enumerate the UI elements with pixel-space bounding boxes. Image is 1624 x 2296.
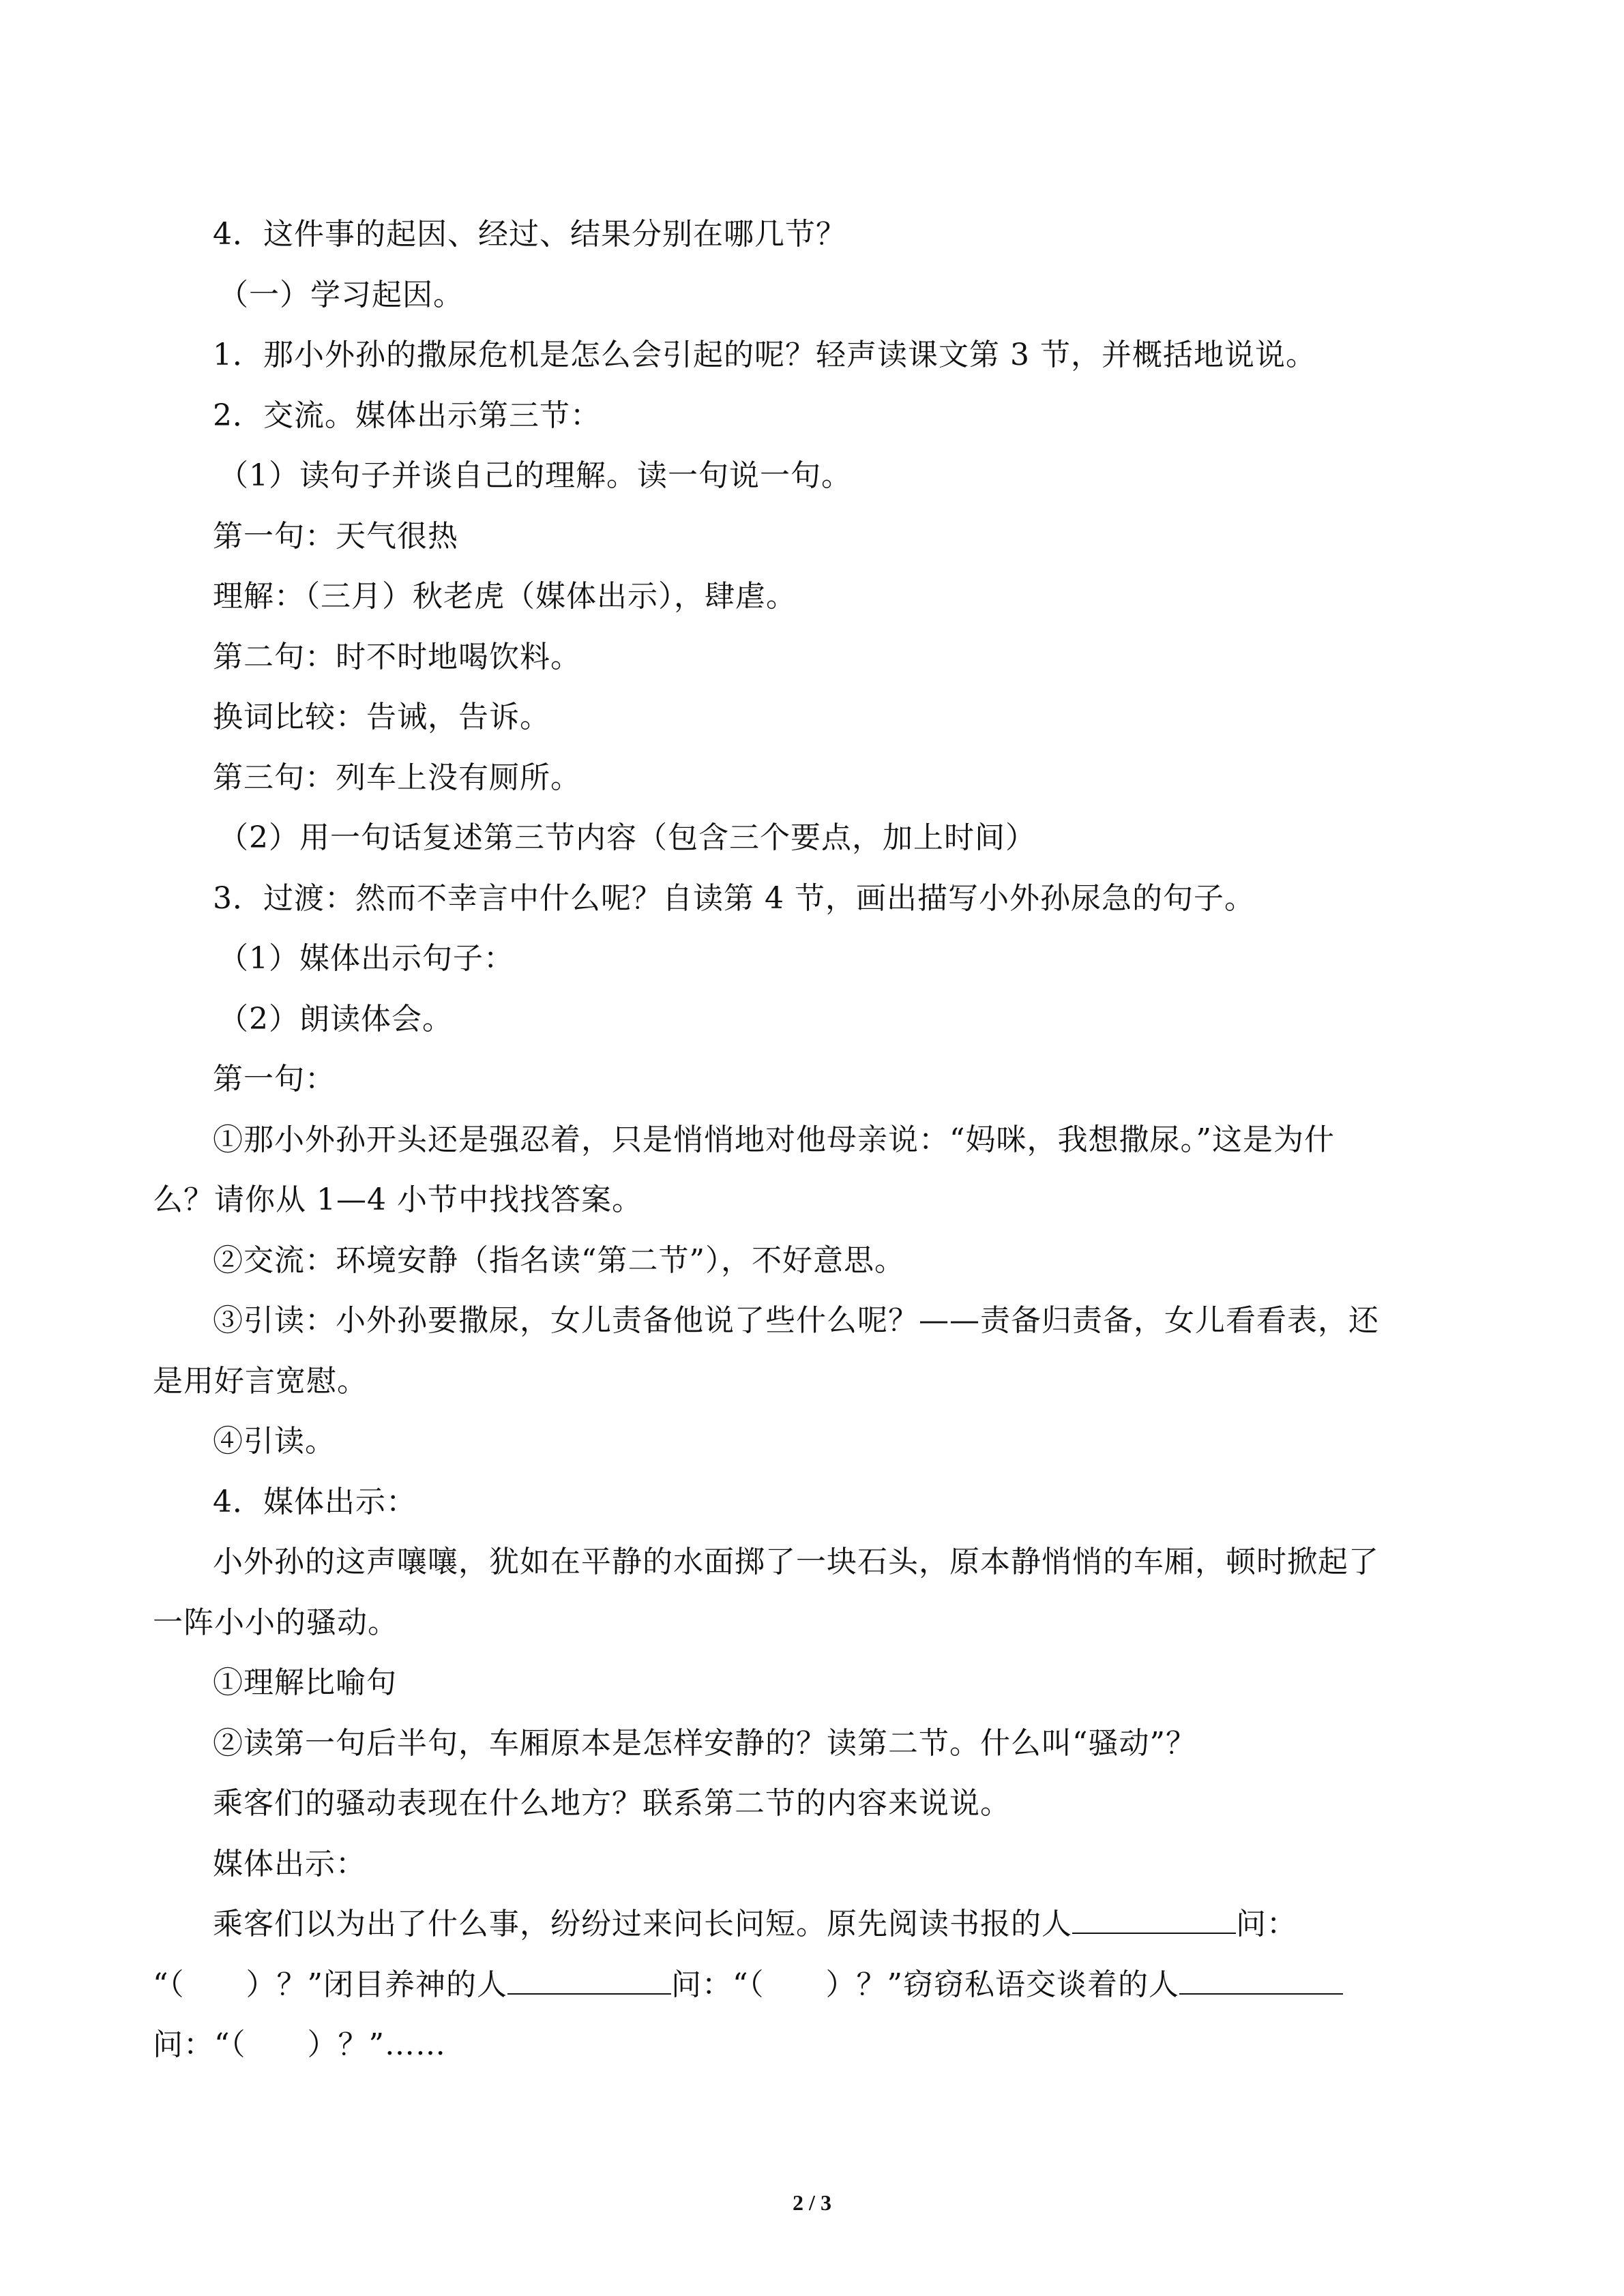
sentence-2: 第二句：时不时地喝饮料。 [213, 639, 581, 674]
step-4: 4．媒体出示： [213, 1484, 417, 1519]
passengers-commotion: 乘客们的骚动表现在什么地方？联系第二节的内容来说说。 [213, 1786, 1011, 1821]
answer-blank-3[interactable] [1179, 1970, 1343, 1995]
substep-1-media: （1）媒体出示句子： [218, 941, 514, 976]
step-3: 3．过渡：然而不幸言中什么呢？自读第 4 节，画出描写小外孙尿急的句子。 [213, 880, 1255, 916]
point-2: ②交流：环境安静（指名读“第二节”），不好意思。 [213, 1242, 905, 1278]
section-cause-heading: （一）学习起因。 [218, 277, 464, 312]
simile-item: ①理解比喻句 [213, 1665, 397, 1700]
step-1: 1．那小外孙的撒尿危机是怎么会引起的呢？轻声读课文第 3 节，并概括地说说。 [213, 338, 1316, 372]
point-1-line-2: 么？请你从 1—4 小节中找找答案。 [153, 1182, 643, 1217]
step-2: 2．交流。媒体出示第三节： [213, 398, 601, 433]
document-body [153, 205, 1490, 2076]
point-3-line-2: 是用好言宽慰。 [153, 1363, 368, 1399]
point-4: ④引读。 [213, 1424, 336, 1459]
fill-blank-text-1b: 问： [1236, 1907, 1297, 1941]
point-1-line-1: ①那小外孙开头还是强忍着，只是悄悄地对他母亲说：“妈咪，我想撒尿。”这是为什 [213, 1122, 1335, 1157]
understanding: 理解：（三月）秋老虎（媒体出示），肆虐。 [213, 579, 797, 614]
quote-line-1: 小外孙的这声嚷嚷，犹如在平静的水面掷了一块石头，原本静悄悄的车厢，顿时掀起了 [213, 1545, 1379, 1579]
first-sentence-label: 第一句： [213, 1062, 336, 1097]
point-3-line-1: ③引读：小外孙要撒尿，女儿责备他说了些什么呢？——责备归责备，女儿看看表，还 [213, 1303, 1379, 1338]
sentence-3: 第三句：列车上没有厕所。 [213, 760, 581, 795]
fill-blank-text-1: 乘客们以为出了什么事，纷纷过来问长问短。原先阅读书报的人 [213, 1907, 1072, 1941]
sentence-1: 第一句：天气很热 [213, 518, 458, 554]
page-number: 2 / 3 [793, 2190, 831, 2215]
question-4: 4．这件事的起因、经过、结果分别在哪几节？ [213, 217, 846, 252]
word-comparison: 换词比较：告诫，告诉。 [213, 700, 550, 734]
quote-line-2: 一阵小小的骚动。 [153, 1605, 398, 1640]
substep-2-reading: （2）朗读体会。 [218, 1001, 453, 1037]
substep-1: （1）读句子并谈自己的理解。读一句说一句。 [218, 458, 852, 493]
answer-blank-2[interactable] [507, 1970, 671, 1995]
read-second-half: ②读第一句后半句，车厢原本是怎样安静的？读第二节。什么叫“骚动”？ [213, 1725, 1196, 1761]
substep-2: （2）用一句话复述第三节内容（包含三个要点，加上时间） [218, 820, 1036, 855]
media-display-label: 媒体出示： [213, 1846, 366, 1881]
fill-blank-text-2b: 问：“（ ）？”窃窃私语交谈着的人 [671, 1967, 1179, 2002]
fill-blank-line-3: 问：“（ ）？”…… [153, 2027, 446, 2062]
fill-blank-line-1 [153, 1894, 1490, 1955]
fill-blank-line-2 [153, 1955, 1490, 2016]
answer-blank-1[interactable] [1072, 1909, 1236, 1934]
fill-blank-text-2: “（ ）？”闭目养神的人 [153, 1967, 507, 2002]
